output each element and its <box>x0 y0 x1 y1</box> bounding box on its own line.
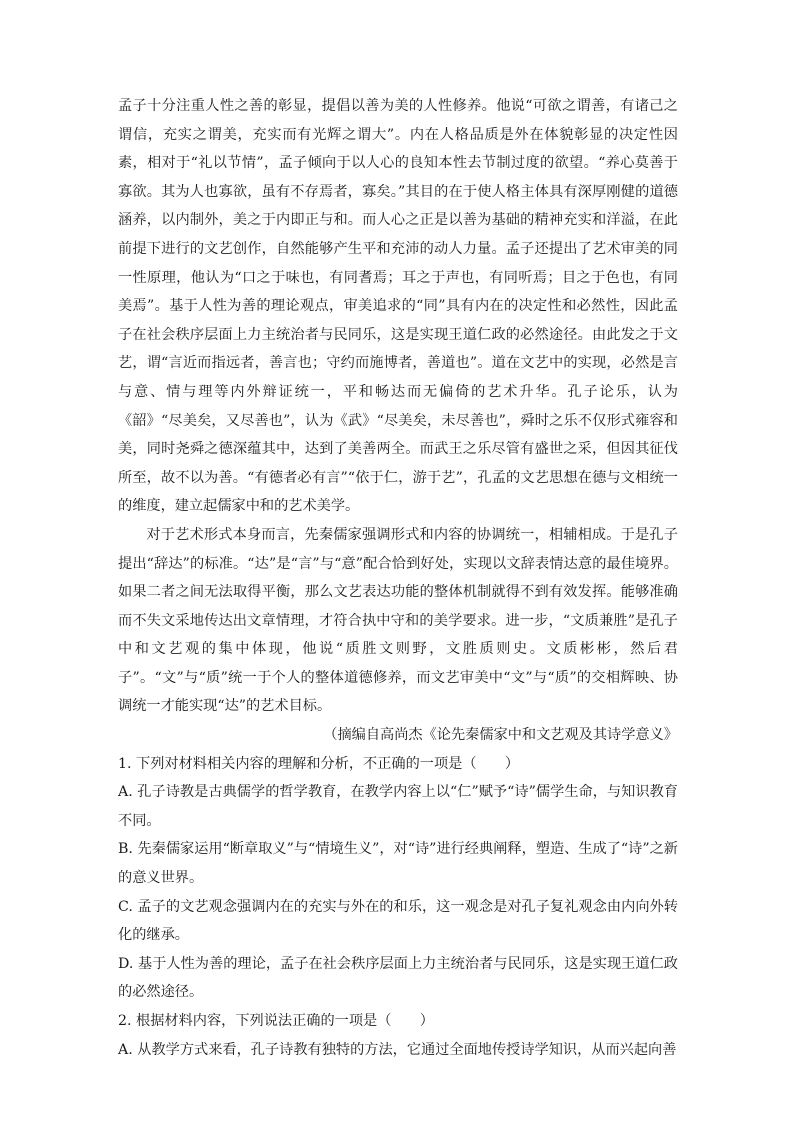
option-a: A. 孔子诗教是古典儒学的哲学教育，在教学内容上以“仁”赋予“诗”儒学生命，与知识教育不同。 <box>118 784 678 829</box>
question-1 <box>118 750 678 1007</box>
option-b: B. 先秦儒家运用“断章取义”与“情境生义”，对“诗”进行经典阐释，塑造、生成了“诗”之新的意义世界。 <box>118 841 678 887</box>
option-d: D. 基于人性为善的理论，孟子在社会秩序层面上力主统治者与民同乐，这是实现王道仁政的必然途径。 <box>118 955 678 1001</box>
article-source: （摘编自高尚杰《论先秦儒家中和文艺观及其诗学意义》 <box>323 727 678 744</box>
article-paragraph-1: 孟子十分注重人性之善的彰显，提倡以善为美的人性修养。他说“可欲之谓善，有诸己之谓信，充实之谓美，充实而有光辉之谓大”。内在人格品质是外在体貌彰显的决定性因素，相对于“礼以节情”，孟子倾向于以人心的良知本性去节制过度的欲望。“养心莫善于寡欲。其为人也寡欲，虽有不存焉者，寡矣。”其目的在于使人格主体具有深厚刚健的道德涵养，以内制外，美之于内即正与和。而人心之正是以善为基础的精神充实和洋溢，在此前提下进行的文艺创作，自然能够产生平和充沛的动人力量。孟子还提出了艺术审美的同一性原理，他认为“口之于味也，有同耆焉；耳之于声也，有同听焉；目之于色也，有同美焉”。基于人性为善的理论观点，审美追求的“同”具有内在的决定性和必然性，因此孟子在社会秩序层面上力主统治者与民同乐，这是实现王道仁政的必然途径。由此发之于文艺，谓“言近而指远者，善言也；守约而施博者，善道也”。道在文艺中的实现，必然是言与意、情与理等内外辩证统一，平和畅达而无偏倚的艺术升华。孔子论乐，认为《韶》“尽美矣，又尽善也”，认为《武》“尽美矣，未尽善也”，舜时之乐不仅形式雍容和美，同时尧舜之德深蕴其中，达到了美善两全。而武王之乐尽管有盛世之采，但因其征伐所至，故不以为善。“有德者必有言”“依于仁，游于艺”，孔孟的文艺思想在德与文相统一的维度，建立起儒家中和的艺术美学。 <box>118 98 678 515</box>
option-c: C. 孟子的文艺观念强调内在的充实与外在的和乐，这一观念是对孔子复礼观念由内向外转化的继承。 <box>118 898 678 944</box>
document-page <box>118 92 678 1064</box>
question-stem: 2. 根据材料内容，下列说法正确的一项是（ ） <box>118 1013 434 1029</box>
question-2 <box>118 1007 678 1064</box>
option-a: A. 从教学方式来看，孔子诗教有独特的方法，它通过全面地传授诗学知识，从而兴起向善 <box>118 1041 677 1058</box>
question-stem: 1. 下列对材料相关内容的理解和分析，不正确的一项是（ ） <box>118 755 520 772</box>
article-paragraph-2: 对于艺术形式本身而言，先秦儒家强调形式和内容的协调统一，相辅相成。于是孔子提出“辞达”的标准。“达”是“言”与“意”配合恰到好处，实现以文辞表情达意的最佳境界。如果二者之间无法取得平衡，那么文艺表达功能的整体机制就得不到有效发挥。能够准确而不失文采地传达出文章情理，才符合执中守和的美学要求。进一步，“文质兼胜”是孔子中和文艺观的集中体现，他说“质胜文则野，文胜质则史。文质彬彬，然后君子”。“文”与“质”统一于个人的整体道德修养，而文艺审美中“文”与“质”的交相辉映、协调统一才能实现“达”的艺术目标。 <box>118 526 678 715</box>
